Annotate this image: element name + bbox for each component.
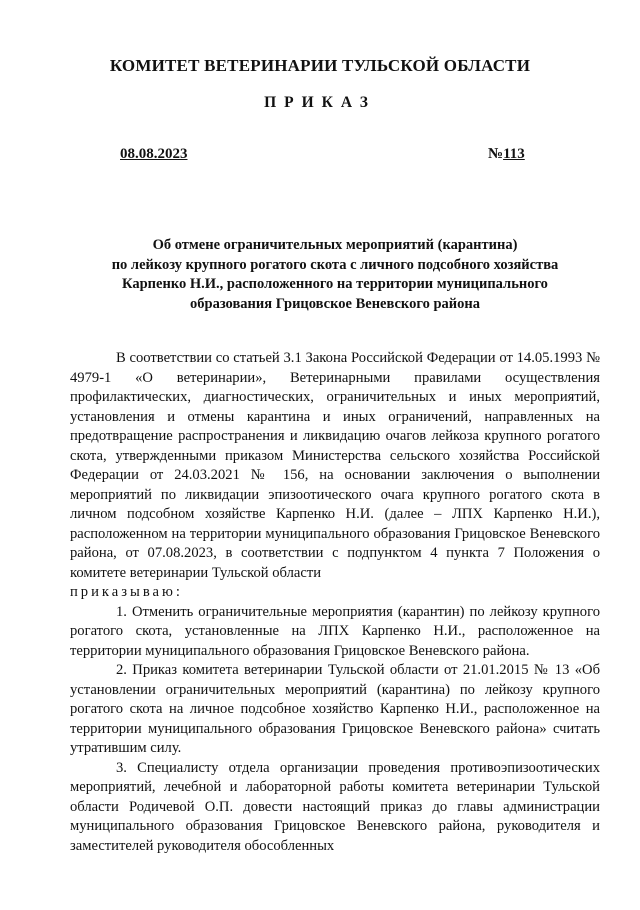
order-body <box>70 349 600 856</box>
order-subject <box>70 236 600 314</box>
subject-line: по лейкозу крупного рогатого скота с личного подсобного хозяйства <box>111 256 559 273</box>
order-item-2: 2. Приказ комитета ветеринарии Тульской области от 21.01.2015 № 13 «Об установлении ограничительных мероприятий (карантина) по лейкозу крупного рогатого скота на личное подсобное хозяйство Карпенко Н.И., расположенное на территории муниципального образования Грицовское Веневского района» считать утратившим силу. <box>70 662 600 756</box>
organization-header: КОМИТЕТ ВЕТЕРИНАРИИ ТУЛЬСКОЙ ОБЛАСТИ <box>109 56 531 75</box>
order-word-line <box>70 583 600 603</box>
order-date: 08.08.2023 <box>120 146 188 162</box>
document-type: ПРИКАЗ <box>264 94 376 111</box>
subject-line: Карпенко Н.И., расположенного на территории муниципального <box>122 276 548 292</box>
order-item-3: 3. Специалисту отдела организации проведения противоэпизоотических мероприятий, лечебной и лабораторной работы комитета ветеринарии Тульской области Родичевой О.П. довести настоящий приказ до главы администрации муниципального образования Грицовское Веневского района, руководителя и заместителей руководителя обособленных <box>70 759 600 854</box>
order-item-1: 1. Отменить ограничительные мероприятия (карантин) по лейкозу крупного рогатого скота, установленные на ЛПХ Карпенко Н.И., расположенное на территории муниципального образования Грицовское Веневского района. <box>70 603 600 659</box>
order-word: приказываю: <box>70 584 183 600</box>
preamble-paragraph: В соответствии со статьей 3.1 Закона Российской Федерации от 14.05.1993 № 4979-1 «О ветеринарии», Ветеринарными правилами осуществления профилактических, диагностических, ограничительных и иных мероприятий, установления и отмены карантина и иных ограничений, направленных на предотвращение распространения и ликвидацию очагов лейкоза крупного рогатого скота, утвержденными приказом Министерства сельского хозяйства Российской Федерации от 24.03.2021 № 156, на основании заключения о выполнении мероприятий по ликвидации эпизоотического очага крупного рогатого скота в личном подсобном хозяйстве Карпенко Н.И. (далее – ЛПХ Карпенко Н.И.), расположенном на территории муниципального образования Грицовское Веневского района, от 07.08.2023, в соответствии с подпунктом 4 пункта 7 Положения о комитете ветеринарии Тульской области <box>70 350 600 581</box>
order-number <box>488 146 525 163</box>
number-value: 113 <box>503 146 525 162</box>
subject-line: Об отмене ограничительных мероприятий (карантина) <box>152 237 518 253</box>
number-sign: № <box>488 146 504 162</box>
subject-line: образования Грицовское Веневского района <box>190 295 480 312</box>
